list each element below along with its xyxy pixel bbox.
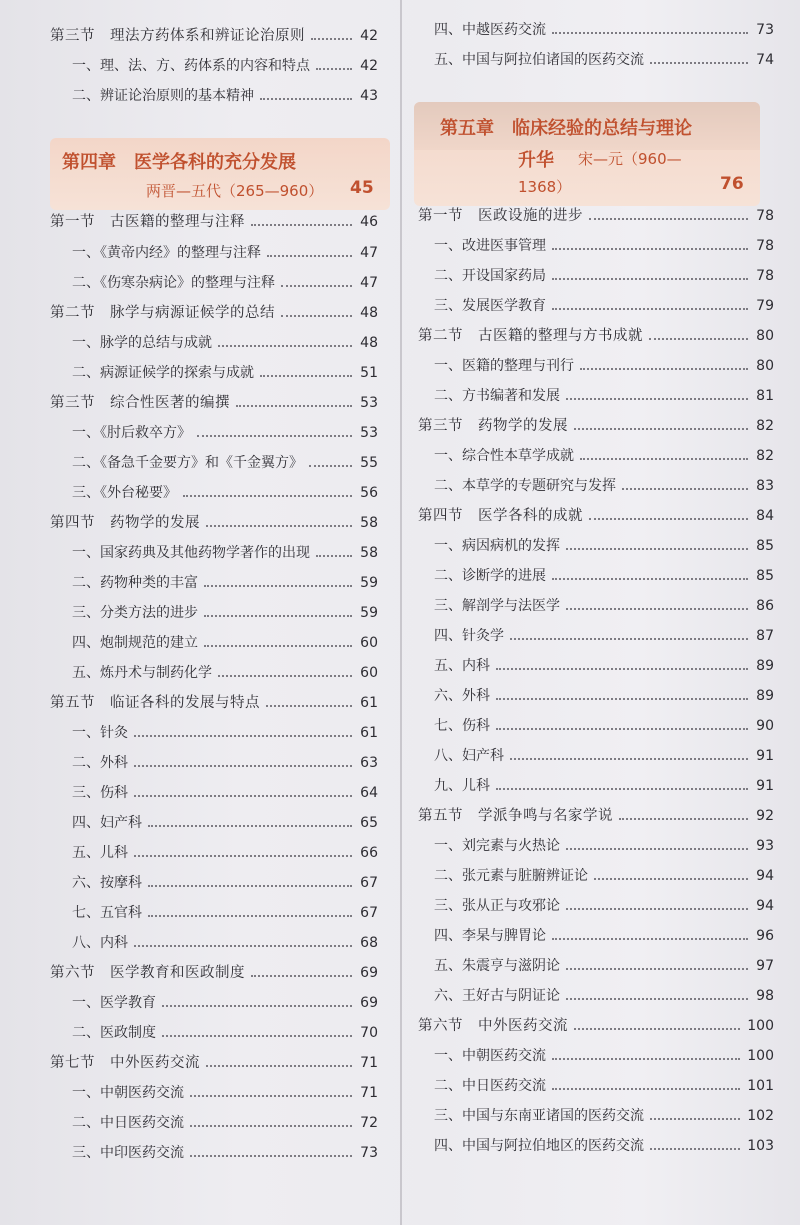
- entry-title: 四、李杲与脾胃论: [434, 928, 546, 944]
- entry-page-number: 89: [756, 658, 774, 674]
- dot-leader: [594, 878, 748, 880]
- entry-page-number: 67: [360, 905, 378, 921]
- entry-page-number: 86: [756, 598, 774, 614]
- toc-item-entry[interactable]: [0, 630, 400, 656]
- dot-leader: [589, 518, 748, 520]
- dot-leader: [162, 1035, 352, 1037]
- entry-page-number: 60: [360, 635, 378, 651]
- dot-leader: [496, 668, 748, 670]
- dot-leader: [566, 548, 748, 550]
- entry-title: 五、内科: [434, 658, 490, 674]
- entry-title: 一、《肘后救卒方》: [72, 425, 191, 441]
- toc-item-entry[interactable]: [402, 773, 800, 799]
- toc-item-entry[interactable]: [0, 1080, 400, 1106]
- entry-title: 二、辨证论治原则的基本精神: [72, 88, 254, 104]
- toc-item-entry[interactable]: [402, 533, 800, 559]
- dot-leader: [309, 465, 352, 467]
- entry-page-number: 92: [756, 808, 774, 824]
- entry-page-number: 73: [756, 22, 774, 38]
- entry-title: 八、内科: [72, 935, 128, 951]
- entry-page-number: 81: [756, 388, 774, 404]
- dot-leader: [281, 315, 352, 317]
- entry-title: 四、中越医药交流: [434, 22, 546, 38]
- entry-title: 二、中日医药交流: [434, 1078, 546, 1094]
- toc-item-entry[interactable]: [402, 863, 800, 889]
- entry-page-number: 59: [360, 605, 378, 621]
- entry-page-number: 100: [747, 1048, 774, 1064]
- dot-leader: [266, 705, 352, 707]
- entry-page-number: 100: [747, 1018, 774, 1034]
- entry-title: 第五节 学派争鸣与名家学说: [418, 808, 613, 824]
- entry-page-number: 72: [360, 1115, 378, 1131]
- entry-title: 第五节 临证各科的发展与特点: [50, 695, 260, 711]
- entry-title: 二、药物种类的丰富: [72, 575, 198, 591]
- entry-title: 一、病因病机的发挥: [434, 538, 560, 554]
- dot-leader: [552, 308, 748, 310]
- entry-title: 第一节 古医籍的整理与注释: [50, 214, 245, 230]
- dot-leader: [218, 345, 352, 347]
- dot-leader: [251, 224, 352, 226]
- toc-item-entry[interactable]: [402, 953, 800, 979]
- entry-title: 五、炼丹术与制药化学: [72, 665, 212, 681]
- entry-title: 二、医政制度: [72, 1025, 156, 1041]
- entry-page-number: 43: [360, 88, 378, 104]
- dot-leader: [552, 32, 748, 34]
- entry-title: 三、《外台秘要》: [72, 485, 177, 501]
- dot-leader: [496, 728, 748, 730]
- toc-item-entry[interactable]: [0, 1020, 400, 1046]
- toc-section-entry[interactable]: [0, 1050, 400, 1076]
- entry-title: 第二节 脉学与病源证候学的总结: [50, 305, 275, 321]
- entry-page-number: 93: [756, 838, 774, 854]
- entry-title: 一、针灸: [72, 725, 128, 741]
- dot-leader: [236, 405, 352, 407]
- toc-item-entry[interactable]: [0, 450, 400, 476]
- entry-title: 第三节 综合性医著的编撰: [50, 395, 230, 411]
- toc-item-entry[interactable]: [0, 840, 400, 866]
- toc-item-entry[interactable]: [402, 653, 800, 679]
- entry-title: 六、外科: [434, 688, 490, 704]
- entry-page-number: 55: [360, 455, 378, 471]
- dot-leader: [218, 675, 352, 677]
- dot-leader: [552, 578, 748, 580]
- entry-title: 二、外科: [72, 755, 128, 771]
- entry-page-number: 87: [756, 628, 774, 644]
- entry-title: 一、脉学的总结与成就: [72, 335, 212, 351]
- chapter-4-banner[interactable]: [50, 138, 390, 210]
- entry-title: 二、开设国家药局: [434, 268, 546, 284]
- dot-leader: [281, 285, 352, 287]
- entry-page-number: 83: [756, 478, 774, 494]
- entry-page-number: 98: [756, 988, 774, 1004]
- entry-page-number: 85: [756, 538, 774, 554]
- dot-leader: [552, 248, 748, 250]
- dot-leader: [552, 938, 748, 940]
- entry-title: 二、病源证候学的探索与成就: [72, 365, 254, 381]
- entry-page-number: 96: [756, 928, 774, 944]
- entry-title: 三、中印医药交流: [72, 1145, 184, 1161]
- entry-page-number: 91: [756, 748, 774, 764]
- toc-item-entry[interactable]: [402, 233, 800, 259]
- entry-title: 第四节 医学各科的成就: [418, 508, 583, 524]
- entry-title: 一、综合性本草学成就: [434, 448, 574, 464]
- dot-leader: [552, 1088, 740, 1090]
- entry-page-number: 79: [756, 298, 774, 314]
- toc-item-entry[interactable]: [402, 623, 800, 649]
- entry-page-number: 103: [747, 1138, 774, 1154]
- entry-title: 二、《备急千金要方》和《千金翼方》: [72, 455, 303, 471]
- entry-title: 第三节 药物学的发展: [418, 418, 568, 434]
- dot-leader: [622, 488, 748, 490]
- entry-page-number: 70: [360, 1025, 378, 1041]
- toc-item-entry[interactable]: [402, 1043, 800, 1069]
- entry-page-number: 102: [747, 1108, 774, 1124]
- entry-title: 五、儿科: [72, 845, 128, 861]
- dot-leader: [580, 368, 748, 370]
- entry-title: 一、理、法、方、药体系的内容和特点: [72, 58, 310, 74]
- dot-leader: [566, 848, 748, 850]
- toc-item-entry[interactable]: [0, 930, 400, 956]
- entry-page-number: 69: [360, 995, 378, 1011]
- toc-item-entry[interactable]: [0, 1110, 400, 1136]
- dot-leader: [206, 1065, 352, 1067]
- entry-title: 五、朱震亨与滋阴论: [434, 958, 560, 974]
- toc-item-entry[interactable]: [402, 713, 800, 739]
- toc-item-entry[interactable]: [402, 923, 800, 949]
- toc-item-entry[interactable]: [0, 83, 400, 109]
- toc-item-entry[interactable]: [402, 383, 800, 409]
- toc-item-entry[interactable]: [0, 810, 400, 836]
- entry-page-number: 58: [360, 545, 378, 561]
- toc-item-entry[interactable]: [402, 293, 800, 319]
- dot-leader: [496, 698, 748, 700]
- toc-item-entry[interactable]: [402, 473, 800, 499]
- entry-page-number: 56: [360, 485, 378, 501]
- entry-title: 二、《伤寒杂病论》的整理与注释: [72, 275, 275, 291]
- toc-item-entry[interactable]: [0, 360, 400, 386]
- entry-title: 一、刘完素与火热论: [434, 838, 560, 854]
- chapter-5-page: 76: [720, 174, 744, 194]
- entry-page-number: 53: [360, 395, 378, 411]
- dot-leader: [162, 1005, 352, 1007]
- entry-page-number: 47: [360, 245, 378, 261]
- chapter-4-subtitle: 两晋—五代（265—960）: [146, 182, 324, 200]
- entry-page-number: 78: [756, 238, 774, 254]
- dot-leader: [566, 398, 748, 400]
- entry-title: 八、妇产科: [434, 748, 504, 764]
- entry-title: 三、发展医学教育: [434, 298, 546, 314]
- toc-item-entry[interactable]: [402, 833, 800, 859]
- entry-title: 一、改进医事管理: [434, 238, 546, 254]
- toc-item-entry[interactable]: [402, 563, 800, 589]
- entry-page-number: 71: [360, 1055, 378, 1071]
- toc-section-entry[interactable]: [0, 690, 400, 716]
- toc-item-entry[interactable]: [0, 540, 400, 566]
- entry-page-number: 85: [756, 568, 774, 584]
- entry-title: 第七节 中外医药交流: [50, 1055, 200, 1071]
- entry-title: 一、中朝医药交流: [434, 1048, 546, 1064]
- toc-item-entry[interactable]: [402, 743, 800, 769]
- dot-leader: [574, 428, 748, 430]
- toc-item-entry[interactable]: [0, 53, 400, 79]
- dot-leader: [183, 495, 352, 497]
- entry-page-number: 59: [360, 575, 378, 591]
- entry-title: 四、妇产科: [72, 815, 142, 831]
- toc-item-entry[interactable]: [402, 593, 800, 619]
- toc-item-entry[interactable]: [402, 47, 800, 73]
- entry-title: 七、五官科: [72, 905, 142, 921]
- dot-leader: [148, 885, 352, 887]
- entry-page-number: 68: [360, 935, 378, 951]
- toc-item-entry[interactable]: [402, 263, 800, 289]
- toc-item-entry[interactable]: [0, 900, 400, 926]
- entry-title: 二、本草学的专题研究与发挥: [434, 478, 616, 494]
- toc-item-entry[interactable]: [0, 1140, 400, 1166]
- entry-title: 一、国家药典及其他药物学著作的出现: [72, 545, 310, 561]
- toc-section-entry[interactable]: [0, 300, 400, 326]
- toc-item-entry[interactable]: [0, 720, 400, 746]
- entry-title: 第一节 医政设施的进步: [418, 208, 583, 224]
- dot-leader: [134, 795, 352, 797]
- entry-title: 三、分类方法的进步: [72, 605, 198, 621]
- toc-item-entry[interactable]: [0, 240, 400, 266]
- entry-page-number: 51: [360, 365, 378, 381]
- entry-title: 二、张元素与脏腑辨证论: [434, 868, 588, 884]
- entry-title: 四、炮制规范的建立: [72, 635, 198, 651]
- toc-item-entry[interactable]: [0, 570, 400, 596]
- toc-section-entry[interactable]: [402, 323, 800, 349]
- chapter-5-banner[interactable]: [414, 102, 760, 206]
- toc-item-entry[interactable]: [402, 17, 800, 43]
- entry-page-number: 48: [360, 335, 378, 351]
- dot-leader: [190, 1095, 352, 1097]
- dot-leader: [552, 278, 748, 280]
- chapter-5-subtitle-line2: 1368）: [518, 178, 572, 196]
- entry-page-number: 42: [360, 28, 378, 44]
- dot-leader: [148, 825, 352, 827]
- chapter-5-title: 第五章 临床经验的总结与理论: [440, 118, 692, 139]
- chapter-5-title-line2: 升华: [518, 150, 554, 171]
- entry-page-number: 74: [756, 52, 774, 68]
- entry-page-number: 80: [756, 358, 774, 374]
- dot-leader: [204, 615, 352, 617]
- entry-title: 六、按摩科: [72, 875, 142, 891]
- dot-leader: [650, 1118, 740, 1120]
- dot-leader: [260, 98, 352, 100]
- entry-page-number: 63: [360, 755, 378, 771]
- entry-page-number: 101: [747, 1078, 774, 1094]
- entry-page-number: 90: [756, 718, 774, 734]
- dot-leader: [619, 818, 748, 820]
- dot-leader: [589, 218, 748, 220]
- dot-leader: [134, 735, 352, 737]
- dot-leader: [649, 338, 748, 340]
- toc-item-entry[interactable]: [0, 600, 400, 626]
- dot-leader: [190, 1125, 352, 1127]
- toc-item-entry[interactable]: [0, 750, 400, 776]
- toc-section-entry[interactable]: [402, 503, 800, 529]
- entry-page-number: 65: [360, 815, 378, 831]
- dot-leader: [650, 1148, 740, 1150]
- toc-section-entry[interactable]: [0, 390, 400, 416]
- entry-page-number: 47: [360, 275, 378, 291]
- entry-title: 六、王好古与阴证论: [434, 988, 560, 1004]
- entry-page-number: 64: [360, 785, 378, 801]
- dot-leader: [190, 1155, 352, 1157]
- toc-item-entry[interactable]: [0, 480, 400, 506]
- entry-page-number: 80: [756, 328, 774, 344]
- toc-item-entry[interactable]: [0, 870, 400, 896]
- entry-title: 一、医籍的整理与刊行: [434, 358, 574, 374]
- entry-title: 第六节 中外医药交流: [418, 1018, 568, 1034]
- entry-title: 第三节 理法方药体系和辨证论治原则: [50, 28, 305, 44]
- entry-title: 四、中国与阿拉伯地区的医药交流: [434, 1138, 644, 1154]
- entry-title: 三、中国与东南亚诸国的医药交流: [434, 1108, 644, 1124]
- dot-leader: [260, 375, 352, 377]
- entry-title: 九、儿科: [434, 778, 490, 794]
- entry-page-number: 60: [360, 665, 378, 681]
- toc-section-entry[interactable]: [402, 803, 800, 829]
- dot-leader: [206, 525, 352, 527]
- entry-title: 五、中国与阿拉伯诸国的医药交流: [434, 52, 644, 68]
- toc-item-entry[interactable]: [0, 270, 400, 296]
- dot-leader: [134, 765, 352, 767]
- entry-title: 三、张从正与攻邪论: [434, 898, 560, 914]
- toc-item-entry[interactable]: [0, 420, 400, 446]
- entry-title: 一、《黄帝内经》的整理与注释: [72, 245, 261, 261]
- toc-item-entry[interactable]: [0, 660, 400, 686]
- entry-title: 三、伤科: [72, 785, 128, 801]
- toc-section-entry[interactable]: [0, 960, 400, 986]
- dot-leader: [316, 555, 352, 557]
- toc-item-entry[interactable]: [402, 893, 800, 919]
- toc-item-entry[interactable]: [0, 330, 400, 356]
- chapter-5-subtitle: 宋—元（960—: [578, 150, 682, 168]
- entry-page-number: 78: [756, 208, 774, 224]
- dot-leader: [267, 255, 352, 257]
- entry-title: 第四节 药物学的发展: [50, 515, 200, 531]
- dot-leader: [566, 908, 748, 910]
- toc-item-entry[interactable]: [0, 780, 400, 806]
- entry-title: 一、医学教育: [72, 995, 156, 1011]
- entry-title: 一、中朝医药交流: [72, 1085, 184, 1101]
- dot-leader: [580, 458, 748, 460]
- entry-title: 二、诊断学的进展: [434, 568, 546, 584]
- toc-item-entry[interactable]: [402, 353, 800, 379]
- entry-page-number: 71: [360, 1085, 378, 1101]
- dot-leader: [566, 968, 748, 970]
- dot-leader: [510, 638, 748, 640]
- entry-page-number: 73: [360, 1145, 378, 1161]
- entry-page-number: 42: [360, 58, 378, 74]
- entry-page-number: 69: [360, 965, 378, 981]
- entry-page-number: 53: [360, 425, 378, 441]
- entry-title: 第六节 医学教育和医政制度: [50, 965, 245, 981]
- toc-section-entry[interactable]: [402, 1013, 800, 1039]
- dot-leader: [650, 62, 748, 64]
- dot-leader: [204, 585, 352, 587]
- dot-leader: [311, 38, 352, 40]
- toc-section-entry[interactable]: [402, 203, 800, 229]
- entry-title: 二、方书编著和发展: [434, 388, 560, 404]
- toc-section-entry[interactable]: [402, 413, 800, 439]
- toc-item-entry[interactable]: [402, 683, 800, 709]
- dot-leader: [574, 1028, 740, 1030]
- dot-leader: [134, 945, 352, 947]
- entry-page-number: 48: [360, 305, 378, 321]
- dot-leader: [316, 68, 352, 70]
- toc-item-entry[interactable]: [0, 990, 400, 1016]
- dot-leader: [148, 915, 352, 917]
- toc-item-entry[interactable]: [402, 443, 800, 469]
- entry-page-number: 61: [360, 725, 378, 741]
- dot-leader: [134, 855, 352, 857]
- toc-section-entry[interactable]: [0, 23, 400, 49]
- toc-section-entry[interactable]: [0, 510, 400, 536]
- toc-section-entry[interactable]: [0, 209, 400, 235]
- entry-page-number: 66: [360, 845, 378, 861]
- entry-page-number: 82: [756, 418, 774, 434]
- dot-leader: [496, 788, 748, 790]
- entry-page-number: 94: [756, 868, 774, 884]
- toc-item-entry[interactable]: [402, 1073, 800, 1099]
- toc-item-entry[interactable]: [402, 1103, 800, 1129]
- entry-title: 四、针灸学: [434, 628, 504, 644]
- chapter-4-page: 45: [350, 178, 374, 198]
- entry-page-number: 84: [756, 508, 774, 524]
- entry-title: 七、伤科: [434, 718, 490, 734]
- chapter-4-title: 第四章 医学各科的充分发展: [62, 152, 296, 173]
- entry-page-number: 61: [360, 695, 378, 711]
- toc-item-entry[interactable]: [402, 1133, 800, 1159]
- dot-leader: [552, 1058, 740, 1060]
- entry-page-number: 91: [756, 778, 774, 794]
- entry-title: 第二节 古医籍的整理与方书成就: [418, 328, 643, 344]
- entry-title: 三、解剖学与法医学: [434, 598, 560, 614]
- dot-leader: [510, 758, 748, 760]
- entry-page-number: 82: [756, 448, 774, 464]
- dot-leader: [566, 998, 748, 1000]
- toc-item-entry[interactable]: [402, 983, 800, 1009]
- dot-leader: [566, 608, 748, 610]
- entry-page-number: 67: [360, 875, 378, 891]
- entry-page-number: 89: [756, 688, 774, 704]
- entry-page-number: 97: [756, 958, 774, 974]
- entry-page-number: 78: [756, 268, 774, 284]
- dot-leader: [204, 645, 352, 647]
- entry-page-number: 58: [360, 515, 378, 531]
- entry-title: 二、中日医药交流: [72, 1115, 184, 1131]
- entry-page-number: 94: [756, 898, 774, 914]
- dot-leader: [197, 435, 352, 437]
- entry-page-number: 46: [360, 214, 378, 230]
- dot-leader: [251, 975, 352, 977]
